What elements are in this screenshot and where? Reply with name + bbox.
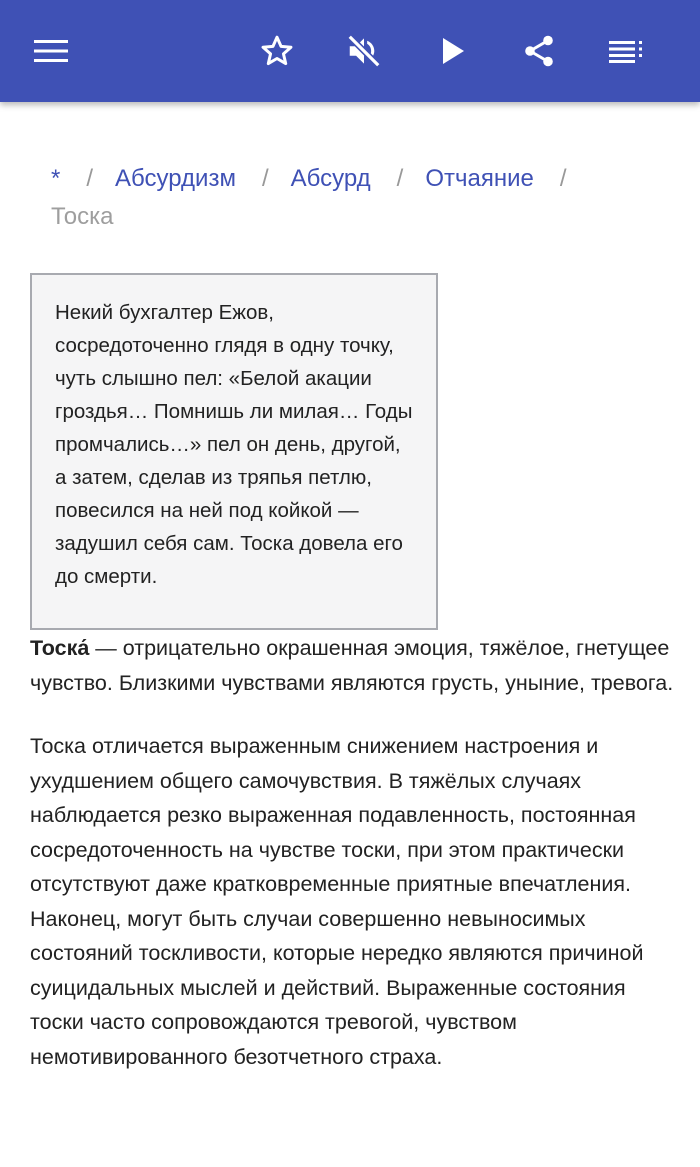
menu-button[interactable] — [21, 21, 81, 81]
breadcrumb-separator: / — [559, 165, 567, 192]
breadcrumb-item-absurdism[interactable]: Абсурдизм — [115, 165, 236, 192]
article-term: Тоска́ — [30, 636, 90, 660]
article-content — [30, 631, 675, 1074]
breadcrumb — [51, 160, 661, 236]
quote-box — [30, 273, 438, 630]
share-button[interactable] — [509, 21, 569, 81]
playlist-icon — [609, 39, 645, 63]
menu-icon — [34, 39, 68, 63]
play-icon — [440, 37, 466, 65]
article-paragraph: Тоска отличается выраженным снижением настроения и ухудшением общего самочувствия. В тяжёлых случаях наблюдается резко выраженная подавленность, постоянная сосредоточенность на чувстве тоски, при этом практически отсутствуют даже кратковременные приятные впечатления. Наконец, могут быть случаи совершенно невыносимых состояний тоскливости, которые нередко являются причиной суицидальных мыслей и действий. Выраженные состояния тоски часто сопровождаются тревогой, чувством немотивированного безотчетного страха. — [30, 734, 644, 1069]
breadcrumb-separator: / — [396, 165, 404, 192]
breadcrumb-separator: / — [86, 165, 94, 192]
breadcrumb-item-root[interactable]: * — [51, 165, 61, 192]
volume-off-icon — [345, 32, 383, 70]
breadcrumb-separator: / — [261, 165, 269, 192]
play-button[interactable] — [423, 21, 483, 81]
quote-text: Некий бухгалтер Ежов, сосредоточенно глядя в одну точку, чуть слышно пел: «Белой акации гроздья… Помнишь ли милая… Годы промчались…» пел он день, другой, а затем, сделав из тряпья петлю, повесился на ней под койкой — задушил себя сам. Тоска довела его до смерти. — [55, 301, 413, 588]
article-intro-paragraph — [30, 631, 675, 700]
breadcrumb-current: Тоска — [51, 203, 114, 230]
app-bar — [0, 0, 700, 102]
mute-button[interactable] — [334, 21, 394, 81]
article-intro-text: — отрицательно окрашенная эмоция, тяжёлое, гнетущее чувство. Близкими чувствами являются грусть, уныние, тревога. — [30, 636, 674, 695]
share-icon — [521, 32, 557, 70]
breadcrumb-item-despair[interactable]: Отчаяние — [425, 165, 534, 192]
breadcrumb-item-absurd[interactable]: Абсурд — [290, 165, 371, 192]
bookmark-button[interactable] — [247, 21, 307, 81]
star-outline-icon — [258, 33, 296, 69]
playlist-button[interactable] — [597, 21, 657, 81]
